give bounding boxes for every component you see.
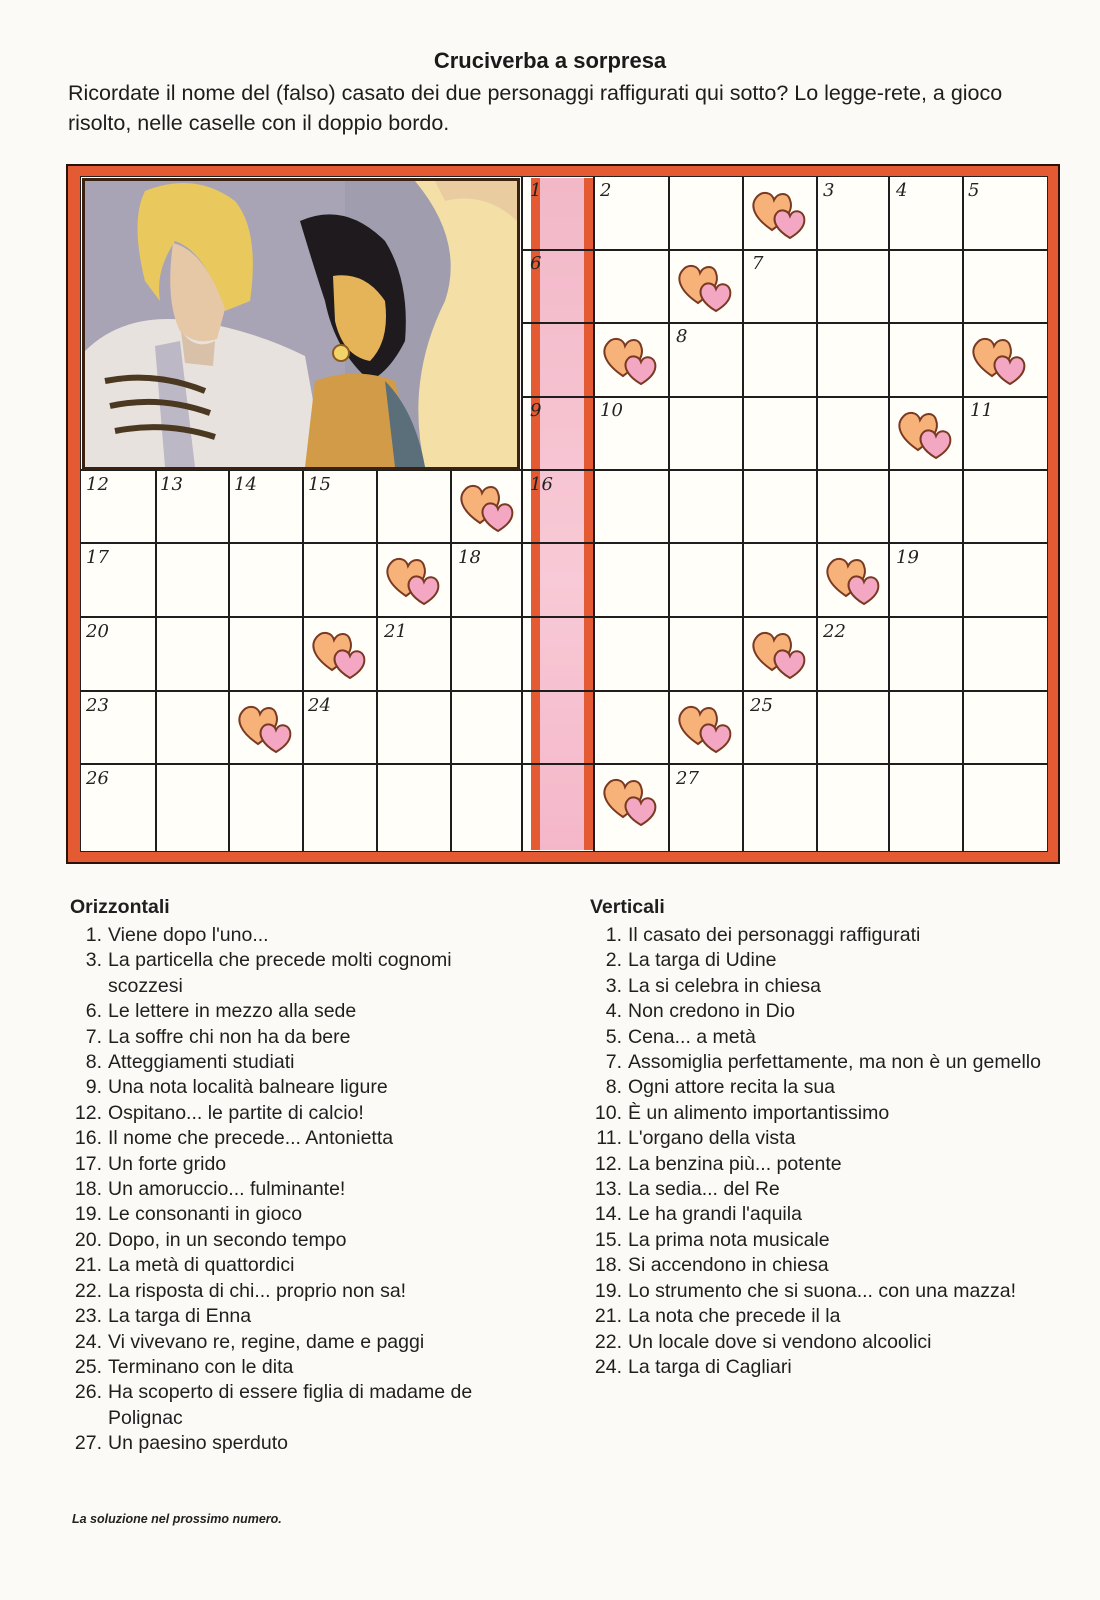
clue-number: 12. [594, 1152, 622, 1175]
down-clue [590, 1279, 1052, 1304]
clue-number: 15. [594, 1228, 622, 1251]
clue-text: Atteggiamenti studiati [108, 1051, 295, 1074]
grid-line-vertical [742, 176, 744, 852]
heart-icon [894, 406, 956, 460]
clue-text: Una nota località balneare ligure [108, 1076, 388, 1099]
cell-number: 23 [86, 695, 109, 716]
cell-number: 24 [308, 695, 331, 716]
cell-number: 11 [970, 400, 993, 421]
clue-number: 5. [605, 1025, 622, 1048]
clue-number: 1. [85, 924, 102, 946]
clue-number: 27. [74, 1432, 102, 1455]
grid-line-vertical [593, 176, 595, 852]
clue-number: 21. [74, 1254, 102, 1277]
cell-number: 8 [676, 326, 688, 347]
grid-line-vertical [521, 176, 523, 852]
across-clue [70, 1152, 530, 1177]
heart-icon [599, 773, 661, 827]
clue-text: Vi vivevano re, regine, dame e paggi [108, 1330, 425, 1353]
clue-number: 20. [74, 1228, 102, 1251]
clue-number: 21. [594, 1305, 622, 1328]
clue-text: L'organo della vista [628, 1127, 796, 1150]
clue-text: Ospitano... le partite di calcio! [108, 1101, 364, 1124]
grid-line-vertical [228, 469, 230, 852]
clue-number: 24. [594, 1355, 622, 1378]
clue-number: 3. [85, 949, 102, 972]
grid-line-horizontal [521, 249, 1048, 251]
cell-number: 18 [458, 547, 481, 568]
down-clue [590, 1253, 1052, 1278]
across-clue [70, 1126, 530, 1151]
grid-line-vertical [155, 469, 157, 852]
clue-number: 9. [85, 1076, 102, 1099]
heart-icon [822, 552, 884, 606]
clue-text: La sedia... del Re [628, 1178, 780, 1201]
down-clue [590, 1075, 1052, 1100]
clue-number: 7. [85, 1025, 102, 1048]
clue-text: Un forte grido [108, 1152, 227, 1175]
cell-number: 2 [600, 180, 612, 201]
cell-number: 5 [968, 180, 980, 201]
cell-number: 13 [160, 474, 183, 495]
grid-line-horizontal [80, 690, 1048, 692]
clue-text: Dopo, in un secondo tempo [108, 1228, 347, 1251]
cell-number: 4 [896, 180, 908, 201]
down-clue [590, 1304, 1052, 1329]
cell-number: 26 [86, 768, 109, 789]
clue-number: 23. [74, 1305, 102, 1328]
clue-text: Si accendono in chiesa [628, 1254, 829, 1277]
cell-number: 16 [530, 474, 553, 495]
heart-icon [968, 332, 1030, 386]
down-clue [590, 1101, 1052, 1126]
grid-line-horizontal [80, 763, 1048, 765]
across-clue [70, 1431, 530, 1456]
across-clue [70, 1355, 530, 1380]
clue-number: 8. [85, 1051, 102, 1074]
clue-number: 4. [605, 1000, 622, 1023]
heart-icon [382, 552, 444, 606]
illustration [82, 178, 520, 470]
down-clue [590, 974, 1052, 999]
clue-text: Lo strumento che si suona... con una mazza! [628, 1279, 1017, 1302]
down-clue [590, 1126, 1052, 1151]
solution-column-highlight [531, 178, 593, 850]
heart-icon [308, 626, 370, 680]
clue-text: La soffre chi non ha da bere [108, 1025, 351, 1048]
grid-line-vertical [376, 469, 378, 852]
clue-number: 11. [596, 1127, 622, 1150]
cell-number: 21 [384, 621, 407, 642]
grid-line-horizontal [80, 542, 1048, 544]
cell-number: 9 [530, 400, 542, 421]
clue-text: La particella che precede molti cognomi scozzesi [108, 949, 452, 997]
across-clue [70, 1304, 530, 1329]
clue-text: Cena... a metà [628, 1025, 756, 1048]
across-clue [70, 1025, 530, 1050]
across-clues [70, 896, 530, 1457]
clue-text: Un locale dove si vendono alcoolici [628, 1330, 932, 1353]
cell-number: 3 [823, 180, 835, 201]
clue-text: La benzina più... potente [628, 1152, 842, 1175]
down-clue [590, 1152, 1052, 1177]
grid-line-vertical [302, 469, 304, 852]
clue-number: 1. [605, 924, 622, 946]
clue-text: Il nome che precede... Antonietta [108, 1127, 394, 1150]
clue-number: 2. [605, 949, 622, 972]
clue-text: Un paesino sperduto [108, 1432, 288, 1455]
cell-number: 6 [530, 253, 542, 274]
cell-number: 22 [823, 621, 846, 642]
clue-number: 24. [74, 1330, 102, 1353]
clue-text: La targa di Cagliari [628, 1355, 792, 1378]
down-clue [590, 923, 1052, 948]
down-heading: Verticali [590, 896, 665, 918]
cell-number: 19 [896, 547, 919, 568]
across-clue [70, 923, 530, 948]
intro-text: Ricordate il nome del (falso) casato dei due personaggi raffigurati qui sotto? Lo legge-rete, a gioco risolto, nelle caselle con il doppio bordo. [68, 81, 1003, 135]
cell-number: 20 [86, 621, 109, 642]
clue-text: La targa di Udine [628, 949, 777, 972]
clue-number: 6. [85, 1000, 102, 1023]
across-clue [70, 1330, 530, 1355]
clue-number: 16. [74, 1127, 102, 1150]
clue-text: Le lettere in mezzo alla sede [108, 1000, 357, 1023]
clue-number: 22. [594, 1330, 622, 1353]
grid-line-horizontal [521, 322, 1048, 324]
clue-number: 26. [74, 1381, 102, 1404]
cell-number: 12 [86, 474, 109, 495]
clue-text: Terminano con le dita [108, 1355, 294, 1378]
clue-text: Un amoruccio... fulminante! [108, 1178, 346, 1201]
clue-number: 18. [74, 1178, 102, 1201]
cell-number: 15 [308, 474, 331, 495]
down-clue [590, 1330, 1052, 1355]
grid-line-vertical [962, 176, 964, 852]
cell-number: 10 [600, 400, 623, 421]
clue-number: 10. [594, 1101, 622, 1124]
clue-number: 12. [74, 1101, 102, 1124]
across-clue [70, 1075, 530, 1100]
across-clue [70, 1228, 530, 1253]
across-clue [70, 1177, 530, 1202]
across-heading: Orizzontali [70, 896, 170, 918]
clue-text: Assomiglia perfettamente, ma non è un gemello [628, 1051, 1041, 1074]
down-clue [590, 1228, 1052, 1253]
across-clue [70, 1279, 530, 1304]
grid-line-vertical [668, 176, 670, 852]
clue-number: 13. [594, 1178, 622, 1201]
across-clue [70, 1253, 530, 1278]
heart-icon [674, 700, 736, 754]
down-clue [590, 999, 1052, 1024]
clue-text: Viene dopo l'uno... [108, 924, 269, 946]
clue-text: La metà di quattordici [108, 1254, 295, 1277]
down-clue [590, 1050, 1052, 1075]
clue-number: 8. [605, 1076, 622, 1099]
grid-line-horizontal [521, 396, 1048, 398]
heart-icon [599, 332, 661, 386]
clue-number: 19. [74, 1203, 102, 1226]
across-clue [70, 1202, 530, 1227]
down-clue [590, 1177, 1052, 1202]
grid-line-vertical [888, 176, 890, 852]
cell-number: 7 [752, 253, 764, 274]
clue-number: 14. [594, 1203, 622, 1226]
clue-text: La si celebra in chiesa [628, 974, 821, 997]
heart-icon [456, 479, 518, 533]
down-clue [590, 1355, 1052, 1380]
clue-number: 22. [74, 1279, 102, 1302]
grid-line-vertical [450, 469, 452, 852]
across-clue [70, 1050, 530, 1075]
heart-icon [234, 700, 296, 754]
down-clue [590, 1202, 1052, 1227]
heart-icon [748, 186, 810, 240]
cell-number: 17 [86, 547, 109, 568]
clue-text: Il casato dei personaggi raffigurati [628, 924, 921, 946]
clue-text: La targa di Enna [108, 1305, 252, 1328]
heart-icon [748, 626, 810, 680]
clue-number: 25. [74, 1355, 102, 1378]
cell-number: 27 [676, 768, 699, 789]
clue-number: 7. [605, 1051, 622, 1074]
across-clue [70, 1380, 530, 1431]
clue-number: 19. [594, 1279, 622, 1302]
cell-number: 1 [530, 180, 542, 201]
cell-number: 14 [234, 474, 257, 495]
clue-text: Le ha grandi l'aquila [628, 1203, 802, 1226]
across-clue [70, 948, 530, 999]
footer-note: La soluzione nel prossimo numero. [72, 1512, 282, 1526]
clue-text: È un alimento importantissimo [628, 1101, 890, 1124]
across-clue [70, 1101, 530, 1126]
down-clue [590, 948, 1052, 973]
grid-line-vertical [816, 176, 818, 852]
heart-icon [674, 259, 736, 313]
clue-text: La risposta di chi... proprio non sa! [108, 1279, 407, 1302]
cell-number: 25 [750, 695, 773, 716]
clue-text: Le consonanti in gioco [108, 1203, 303, 1226]
down-clue [590, 1025, 1052, 1050]
across-clue [70, 999, 530, 1024]
clue-number: 3. [605, 974, 622, 997]
clue-number: 17. [74, 1152, 102, 1175]
clue-text: Ogni attore recita la sua [628, 1076, 836, 1099]
down-clues [590, 896, 1052, 1380]
clue-text: Non credono in Dio [628, 1000, 795, 1023]
clue-text: La nota che precede il la [628, 1305, 841, 1328]
clue-text: Ha scoperto di essere figlia di madame de Polignac [108, 1381, 473, 1429]
clue-text: La prima nota musicale [628, 1228, 830, 1251]
grid-line-horizontal [80, 616, 1048, 618]
page-title: Cruciverba a sorpresa [433, 48, 667, 73]
clue-number: 18. [594, 1254, 622, 1277]
